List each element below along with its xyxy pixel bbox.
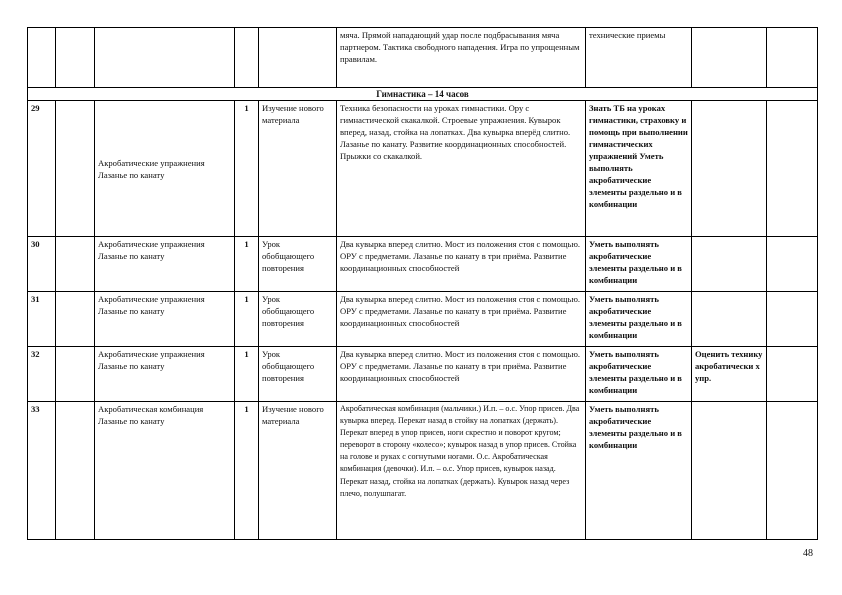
cell-control: Оценить технику акробатически х упр.: [692, 347, 767, 402]
cell-empty: [56, 402, 95, 540]
cell-num: 31: [28, 292, 56, 347]
cell-empty: [56, 28, 95, 88]
cell-empty: [56, 237, 95, 292]
cell-count: 1: [235, 402, 259, 540]
cell-count: 1: [235, 292, 259, 347]
cell-control: [692, 292, 767, 347]
cell-control: [692, 101, 767, 237]
cell-num: 32: [28, 347, 56, 402]
cell-topic: Акробатические упражнения Лазанье по канату: [95, 237, 235, 292]
cell-date: [767, 28, 818, 88]
table-row-continued: [28, 28, 818, 88]
cell-requirements: Знать ТБ на уроках гимнастики, страховку и помощь при выполнении гимнастических упражнений Уметь выполнять акробатические элементы раздельно и в комбинации: [586, 101, 692, 237]
cell-count: 1: [235, 237, 259, 292]
cell-lesson-type: Урок обобщающего повторения: [259, 347, 337, 402]
cell-date: [767, 237, 818, 292]
cell-empty: [56, 292, 95, 347]
cell-lesson-type: Изучение нового материала: [259, 402, 337, 540]
cell-topic: Акробатические упражнения Лазанье по канату: [95, 347, 235, 402]
cell-requirements: технические приемы: [586, 28, 692, 88]
cell-content: мяча. Прямой нападающий удар после подбрасывания мяча партнером. Тактика свободного нападения. Игра по упрощенным правилам.: [337, 28, 586, 88]
cell-empty: [56, 101, 95, 237]
cell-topic: Акробатическая комбинация Лазанье по канату: [95, 402, 235, 540]
cell-lesson-type: Изучение нового материала: [259, 101, 337, 237]
section-title: Гимнастика – 14 часов: [28, 88, 818, 101]
cell-requirements: Уметь выполнять акробатические элементы раздельно и в комбинации: [586, 347, 692, 402]
cell-count: 1: [235, 347, 259, 402]
cell-lesson-type: Урок обобщающего повторения: [259, 237, 337, 292]
cell-content: Техника безопасности на уроках гимнастики. Ору с гимнастической скакалкой. Строевые упражнения. Кувырок вперед, назад, стойка на лопатках. Два кувырка вперёд слитно. Лазанье по канату. Развитие координационных способностей. Прыжки со скакалкой.: [337, 101, 586, 237]
table-row: [28, 292, 818, 347]
cell-num: 29: [28, 101, 56, 237]
cell-content: Два кувырка вперед слитно. Мост из положения стоя с помощью. ОРУ с предметами. Лазанье по канату в три приёма. Развитие координационных способностей: [337, 292, 586, 347]
cell-count: 1: [235, 101, 259, 237]
cell-date: [767, 347, 818, 402]
cell-control: [692, 237, 767, 292]
cell-content: Два кувырка вперед слитно. Мост из положения стоя с помощью. ОРУ с предметами. Лазанье по канату в три приёма. Развитие координационных способностей: [337, 347, 586, 402]
table-row: [28, 101, 818, 237]
page-number: 48: [803, 548, 813, 559]
cell-topic: Акробатические упражнения Лазанье по канату: [95, 292, 235, 347]
lesson-plan-table: [27, 27, 818, 540]
cell-date: [767, 101, 818, 237]
cell-count: [235, 28, 259, 88]
cell-requirements: Уметь выполнять акробатические элементы раздельно и в комбинации: [586, 292, 692, 347]
cell-num: 33: [28, 402, 56, 540]
section-header-row: [28, 88, 818, 101]
cell-topic: Акробатические упражнения Лазанье по канату: [95, 101, 235, 237]
cell-lesson-type: Урок обобщающего повторения: [259, 292, 337, 347]
cell-num: [28, 28, 56, 88]
cell-content: Акробатическая комбинация (мальчики.) И.п. – о.с. Упор присев. Два кувырка вперед. Перекат назад в стойку на лопатках (держать). Перекат вперед в упор присев, ноги скрестно и поворот кругом; переворот в сторону «колесо»; кувырок назад в упор присев. Стойка на голове и руках с согнутыми ногами. О.с. Акробатическая комбинация (девочки). И.п. – о.с. Упор присев, кувырок назад. Перекат назад, стойка на лопатках (держать). Кувырок назад через плечо, полушпагат.: [337, 402, 586, 540]
cell-num: 30: [28, 237, 56, 292]
table-row: [28, 237, 818, 292]
table-row: [28, 402, 818, 540]
cell-topic: [95, 28, 235, 88]
cell-empty: [56, 347, 95, 402]
cell-content: Два кувырка вперед слитно. Мост из положения стоя с помощью. ОРУ с предметами. Лазанье по канату в три приёма. Развитие координационных способностей: [337, 237, 586, 292]
cell-requirements: Уметь выполнять акробатические элементы раздельно и в комбинации: [586, 402, 692, 540]
cell-date: [767, 292, 818, 347]
cell-control: [692, 28, 767, 88]
table-row: [28, 347, 818, 402]
cell-requirements: Уметь выполнять акробатические элементы раздельно и в комбинации: [586, 237, 692, 292]
cell-date: [767, 402, 818, 540]
cell-control: [692, 402, 767, 540]
cell-lesson-type: [259, 28, 337, 88]
